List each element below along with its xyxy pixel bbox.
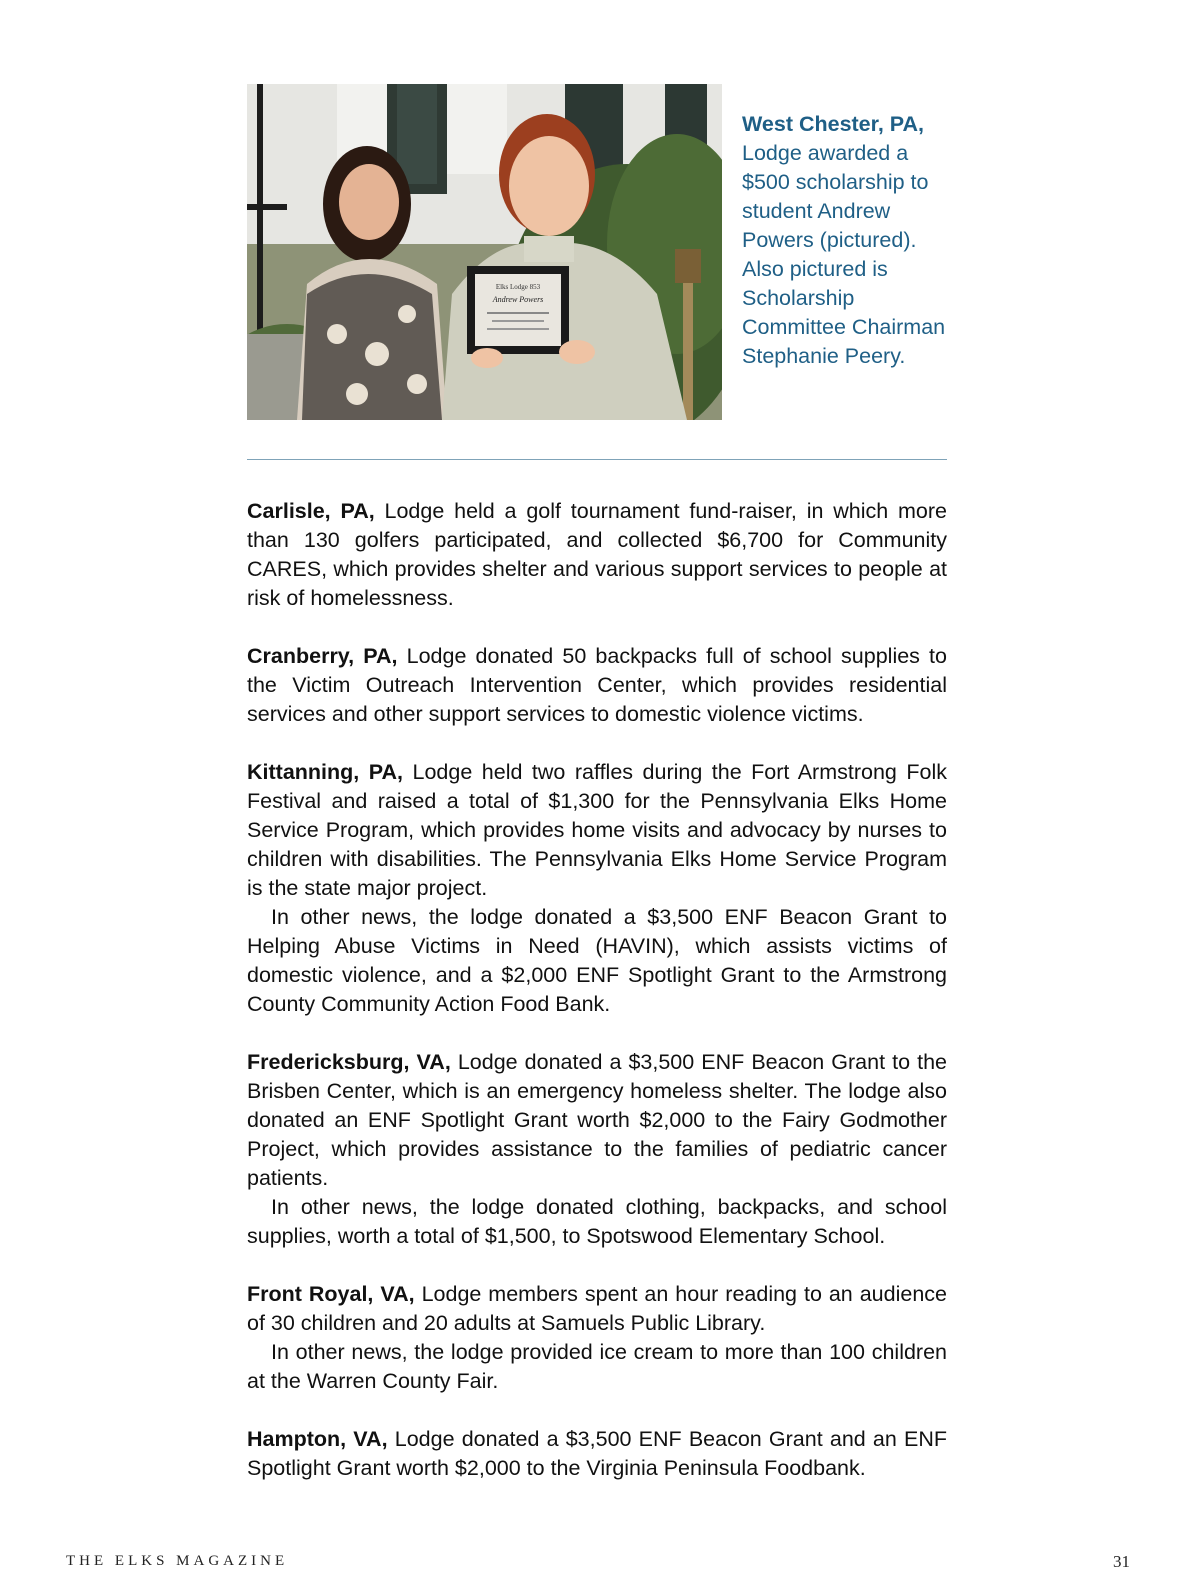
lodge-name: Front Royal, VA,	[247, 1282, 415, 1306]
lodge-news-item	[247, 1048, 947, 1193]
lodge-name: Cranberry, PA,	[247, 644, 398, 668]
news-text: Lodge held two raffles during the Fort Armstrong Folk Festival and raised a total of $1,300 for the Pennsylvania Elks Home Service Program, which provides home visits and advocacy by nurses to children with disabilities. The Pennsylvania Elks Home Service Program is the state major project.	[247, 760, 947, 900]
section-divider	[247, 459, 947, 460]
news-text: Lodge donated a $3,500 ENF Beacon Grant to the Brisben Center, which is an emergency homeless shelter. The lodge also donated an ENF Spotlight Grant worth $2,000 to the Fairy Godmother Project, which provides assistance to the families of pediatric cancer patients.	[247, 1050, 947, 1190]
caption-text: Lodge awarded a $500 scholarship to student Andrew Powers (pictured). Also pictured is Scholarship Committee Chairman Stephanie Peery.	[742, 141, 946, 368]
caption-lodge-name: West Chester, PA,	[742, 112, 925, 136]
lodge-news-item	[247, 1425, 947, 1483]
scholarship-photo	[247, 84, 722, 420]
news-text: Lodge donated 50 backpacks full of school supplies to the Victim Outreach Intervention Center, which provides residential services and other support services to domestic violence victims.	[247, 644, 947, 726]
lodge-news-item	[247, 497, 947, 613]
news-followup: In other news, the lodge donated a $3,500 ENF Beacon Grant to Helping Abuse Victims in Need (HAVIN), which assists victims of domestic violence, and a $2,000 ENF Spotlight Grant to the Armstrong County Community Action Food Bank.	[247, 905, 947, 1016]
page-number: 31	[1113, 1552, 1130, 1571]
certificate-title: Elks Lodge 853	[495, 283, 541, 291]
lodge-name: Kittanning, PA,	[247, 760, 403, 784]
news-text: Lodge donated a $3,500 ENF Beacon Grant and an ENF Spotlight Grant worth $2,000 to the Virginia Peninsula Foodbank.	[247, 1427, 947, 1480]
news-text: Lodge members spent an hour reading to an audience of 30 children and 20 adults at Samuels Public Library.	[247, 1282, 947, 1335]
news-followup: In other news, the lodge provided ice cream to more than 100 children at the Warren County Fair.	[247, 1340, 947, 1393]
lodge-name: Carlisle, PA,	[247, 499, 375, 523]
photo-caption	[742, 110, 957, 371]
lodge-name: Fredericksburg, VA,	[247, 1050, 451, 1074]
lodge-name: Hampton, VA,	[247, 1427, 388, 1451]
lodge-news-item	[247, 1280, 947, 1338]
certificate-name: Andrew Powers	[492, 295, 544, 304]
lodge-news-column	[247, 497, 947, 1483]
magazine-name: THE ELKS MAGAZINE	[66, 1553, 289, 1569]
news-text: Lodge held a golf tournament fund-raiser, in which more than 130 golfers participated, and collected $6,700 for Community CARES, which provides shelter and various support services to people at risk of homelessness.	[247, 499, 947, 610]
lodge-news-item	[247, 758, 947, 903]
lodge-news-item	[247, 642, 947, 729]
news-followup: In other news, the lodge donated clothing, backpacks, and school supplies, worth a total of $1,500, to Spotswood Elementary School.	[247, 1195, 947, 1248]
